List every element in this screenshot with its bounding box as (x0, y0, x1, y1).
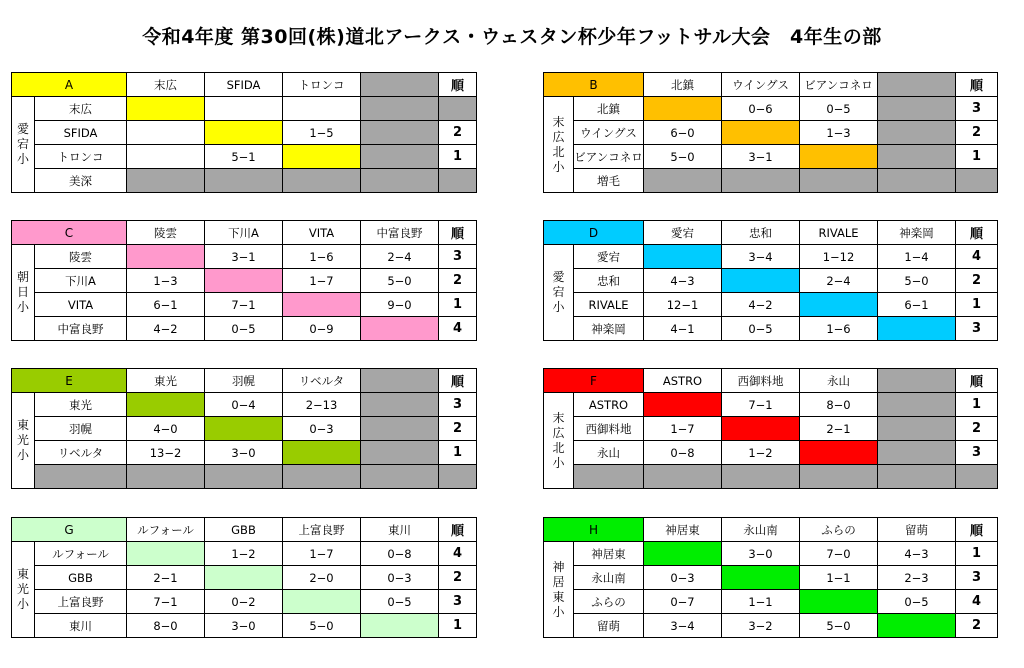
row-team-name: 忠和 (574, 269, 644, 293)
match-score: 5−0 (644, 145, 722, 169)
self-match-cell (205, 417, 283, 441)
row-team-name: 愛宕 (574, 245, 644, 269)
match-score: 3−1 (722, 145, 800, 169)
team-rank: 4 (439, 542, 477, 566)
team-row (544, 97, 998, 121)
match-score: 2−0 (283, 566, 361, 590)
team-row (12, 465, 477, 489)
team-rank (439, 465, 477, 489)
match-score: 7−0 (800, 542, 878, 566)
match-score: 1−7 (644, 417, 722, 441)
team-rank: 1 (956, 145, 998, 169)
match-score: 1−6 (800, 317, 878, 341)
team-rank: 1 (439, 441, 477, 465)
match-score (361, 121, 439, 145)
team-rank: 2 (956, 417, 998, 441)
column-team-name: 永山 (800, 369, 878, 393)
column-team-name: 上富良野 (283, 518, 361, 542)
venue-label: 末 広 北 小 (544, 97, 574, 193)
column-team-name: 永山南 (722, 518, 800, 542)
team-row (12, 566, 477, 590)
match-score: 1−3 (127, 269, 205, 293)
row-team-name: 末広 (35, 97, 127, 121)
match-score: 1−6 (283, 245, 361, 269)
rank-header: 順 (956, 369, 998, 393)
row-team-name: 神居東 (574, 542, 644, 566)
row-team-name (574, 465, 644, 489)
match-score: 7−1 (205, 293, 283, 317)
team-row (12, 293, 477, 317)
column-team-name: ふらの (800, 518, 878, 542)
team-rank: 3 (439, 590, 477, 614)
match-score: 0−5 (361, 590, 439, 614)
match-score (644, 465, 722, 489)
column-team-name: ウイングス (722, 73, 800, 97)
match-score: 0−3 (644, 566, 722, 590)
match-score (878, 97, 956, 121)
match-score: 0−3 (283, 417, 361, 441)
team-rank: 1 (439, 145, 477, 169)
team-row (544, 293, 998, 317)
match-score: 6−1 (127, 293, 205, 317)
self-match-cell (722, 566, 800, 590)
row-team-name: 西御料地 (574, 417, 644, 441)
venue-label: 朝 日 小 (12, 245, 35, 341)
team-row (12, 542, 477, 566)
row-team-name: リベルタ (35, 441, 127, 465)
team-row (544, 121, 998, 145)
team-rank: 2 (956, 269, 998, 293)
match-score: 5−0 (878, 269, 956, 293)
team-row (544, 542, 998, 566)
match-score: 3−2 (722, 614, 800, 638)
team-row (544, 245, 998, 269)
match-score: 0−5 (205, 317, 283, 341)
row-team-name: VITA (35, 293, 127, 317)
group-label: D (544, 221, 644, 245)
match-score (361, 169, 439, 193)
team-rank: 1 (956, 542, 998, 566)
column-team-name: 西御料地 (722, 369, 800, 393)
match-score: 3−0 (205, 441, 283, 465)
match-score: 0−8 (644, 441, 722, 465)
self-match-cell (800, 590, 878, 614)
column-team-name: 東川 (361, 518, 439, 542)
row-team-name: トロンコ (35, 145, 127, 169)
column-team-name: 忠和 (722, 221, 800, 245)
self-match-cell (722, 121, 800, 145)
match-score (800, 169, 878, 193)
venue-label: 神 居 東 小 (544, 542, 574, 638)
group-table-b (543, 72, 998, 193)
team-row (544, 145, 998, 169)
team-row (12, 441, 477, 465)
column-team-name: 留萌 (878, 518, 956, 542)
match-score: 13−2 (127, 441, 205, 465)
match-score: 5−0 (283, 614, 361, 638)
match-score: 3−4 (722, 245, 800, 269)
team-row (12, 245, 477, 269)
self-match-cell (878, 317, 956, 341)
team-rank: 2 (439, 121, 477, 145)
row-team-name (35, 465, 127, 489)
column-team-name (361, 73, 439, 97)
row-team-name: 下川A (35, 269, 127, 293)
match-score: 7−1 (722, 393, 800, 417)
match-score: 0−5 (878, 590, 956, 614)
column-team-name: 末広 (127, 73, 205, 97)
match-score: 3−1 (205, 245, 283, 269)
match-score: 0−2 (205, 590, 283, 614)
header-row (544, 518, 998, 542)
match-score (283, 97, 361, 121)
match-score: 5−1 (205, 145, 283, 169)
match-score: 1−3 (800, 121, 878, 145)
venue-label: 東 光 小 (12, 542, 35, 638)
match-score (361, 417, 439, 441)
row-team-name: ふらの (574, 590, 644, 614)
team-row (544, 441, 998, 465)
header-row (12, 221, 477, 245)
team-row (12, 417, 477, 441)
rank-header: 順 (956, 518, 998, 542)
team-row (544, 169, 998, 193)
self-match-cell (800, 293, 878, 317)
match-score: 0−4 (205, 393, 283, 417)
row-team-name: ビアンコネロ (574, 145, 644, 169)
team-rank: 2 (439, 269, 477, 293)
team-row (544, 393, 998, 417)
match-score: 2−4 (361, 245, 439, 269)
group-table-g (11, 517, 477, 638)
match-score (878, 121, 956, 145)
match-score: 1−7 (283, 542, 361, 566)
team-rank: 1 (956, 393, 998, 417)
header-row (544, 73, 998, 97)
row-team-name: 羽幌 (35, 417, 127, 441)
venue-label: 愛 宕 小 (544, 245, 574, 341)
match-score: 4−0 (127, 417, 205, 441)
team-rank: 2 (439, 566, 477, 590)
match-score: 7−1 (127, 590, 205, 614)
self-match-cell (283, 293, 361, 317)
row-team-name: 永山 (574, 441, 644, 465)
row-team-name: SFIDA (35, 121, 127, 145)
match-score: 4−2 (127, 317, 205, 341)
self-match-cell (127, 393, 205, 417)
self-match-cell (800, 145, 878, 169)
column-team-name: ルフォール (127, 518, 205, 542)
match-score: 0−9 (283, 317, 361, 341)
column-team-name: VITA (283, 221, 361, 245)
match-score: 5−0 (361, 269, 439, 293)
match-score: 4−2 (722, 293, 800, 317)
match-score (127, 145, 205, 169)
header-row (544, 221, 998, 245)
match-score: 1−1 (722, 590, 800, 614)
match-score (127, 121, 205, 145)
column-team-name (361, 369, 439, 393)
team-row (544, 317, 998, 341)
venue-label: 東 光 小 (12, 393, 35, 489)
column-team-name: 陵雲 (127, 221, 205, 245)
match-score: 4−1 (644, 317, 722, 341)
column-team-name: 北鎮 (644, 73, 722, 97)
group-label: C (12, 221, 127, 245)
self-match-cell (361, 614, 439, 638)
match-score: 0−5 (800, 97, 878, 121)
match-score: 4−3 (878, 542, 956, 566)
row-team-name: ウイングス (574, 121, 644, 145)
team-row (12, 317, 477, 341)
column-team-name: 東光 (127, 369, 205, 393)
column-team-name: ASTRO (644, 369, 722, 393)
team-row (544, 566, 998, 590)
rank-header: 順 (439, 518, 477, 542)
team-rank: 1 (439, 293, 477, 317)
match-score (878, 169, 956, 193)
row-team-name: 北鎮 (574, 97, 644, 121)
match-score (878, 441, 956, 465)
match-score: 2−13 (283, 393, 361, 417)
group-label: G (12, 518, 127, 542)
team-rank (956, 169, 998, 193)
row-team-name: ASTRO (574, 393, 644, 417)
group-table-e (11, 368, 477, 489)
row-team-name: 留萌 (574, 614, 644, 638)
header-row (544, 369, 998, 393)
row-team-name: GBB (35, 566, 127, 590)
team-rank: 4 (956, 245, 998, 269)
group-table-d (543, 220, 998, 341)
team-rank: 3 (439, 393, 477, 417)
column-team-name: 神楽岡 (878, 221, 956, 245)
column-team-name: トロンコ (283, 73, 361, 97)
team-rank: 3 (956, 441, 998, 465)
match-score (800, 465, 878, 489)
group-label: F (544, 369, 644, 393)
match-score (205, 97, 283, 121)
match-score (127, 169, 205, 193)
header-row (12, 369, 477, 393)
team-rank (439, 169, 477, 193)
match-score: 4−3 (644, 269, 722, 293)
match-score (878, 145, 956, 169)
match-score: 1−5 (283, 121, 361, 145)
rank-header: 順 (956, 221, 998, 245)
match-score (283, 465, 361, 489)
match-score: 8−0 (127, 614, 205, 638)
match-score (878, 465, 956, 489)
team-row (12, 97, 477, 121)
team-rank: 3 (956, 97, 998, 121)
rank-header: 順 (439, 73, 477, 97)
team-row (12, 614, 477, 638)
match-score (644, 169, 722, 193)
team-rank: 2 (439, 417, 477, 441)
row-team-name: 神楽岡 (574, 317, 644, 341)
row-team-name: 増毛 (574, 169, 644, 193)
row-team-name: 陵雲 (35, 245, 127, 269)
self-match-cell (127, 245, 205, 269)
column-team-name: 羽幌 (205, 369, 283, 393)
team-rank: 4 (439, 317, 477, 341)
group-label: B (544, 73, 644, 97)
team-rank: 2 (956, 121, 998, 145)
self-match-cell (283, 145, 361, 169)
self-match-cell (205, 269, 283, 293)
match-score (361, 393, 439, 417)
team-rank: 2 (956, 614, 998, 638)
match-score (878, 417, 956, 441)
team-row (544, 590, 998, 614)
team-row (12, 393, 477, 417)
team-rank: 3 (956, 566, 998, 590)
column-team-name: GBB (205, 518, 283, 542)
match-score: 0−8 (361, 542, 439, 566)
match-score: 1−2 (722, 441, 800, 465)
team-row (544, 269, 998, 293)
self-match-cell (722, 269, 800, 293)
column-team-name (878, 369, 956, 393)
match-score: 2−4 (800, 269, 878, 293)
team-row (12, 169, 477, 193)
row-team-name: RIVALE (574, 293, 644, 317)
self-match-cell (722, 417, 800, 441)
self-match-cell (127, 542, 205, 566)
team-rank (956, 465, 998, 489)
row-team-name: 美深 (35, 169, 127, 193)
self-match-cell (283, 441, 361, 465)
row-team-name: ルフォール (35, 542, 127, 566)
team-rank: 4 (956, 590, 998, 614)
column-team-name: 神居東 (644, 518, 722, 542)
group-table-c (11, 220, 477, 341)
match-score: 3−0 (205, 614, 283, 638)
match-score: 6−0 (644, 121, 722, 145)
match-score: 0−7 (644, 590, 722, 614)
team-rank: 3 (439, 245, 477, 269)
header-row (12, 518, 477, 542)
self-match-cell (205, 121, 283, 145)
match-score (361, 145, 439, 169)
column-team-name: ビアンコネロ (800, 73, 878, 97)
column-team-name: SFIDA (205, 73, 283, 97)
match-score: 5−0 (800, 614, 878, 638)
rank-header: 順 (439, 221, 477, 245)
row-team-name: 東川 (35, 614, 127, 638)
match-score (722, 465, 800, 489)
match-score: 8−0 (800, 393, 878, 417)
group-label: A (12, 73, 127, 97)
group-table-a (11, 72, 477, 193)
match-score: 12−1 (644, 293, 722, 317)
team-rank: 3 (956, 317, 998, 341)
venue-label: 末 広 北 小 (544, 393, 574, 489)
team-rank (439, 97, 477, 121)
team-row (544, 417, 998, 441)
self-match-cell (800, 441, 878, 465)
column-team-name: 中富良野 (361, 221, 439, 245)
self-match-cell (878, 614, 956, 638)
column-team-name (878, 73, 956, 97)
match-score (361, 97, 439, 121)
self-match-cell (283, 590, 361, 614)
row-team-name: 中富良野 (35, 317, 127, 341)
match-score: 1−4 (878, 245, 956, 269)
match-score: 2−1 (127, 566, 205, 590)
column-team-name: 下川A (205, 221, 283, 245)
self-match-cell (644, 97, 722, 121)
match-score: 9−0 (361, 293, 439, 317)
rank-header: 順 (439, 369, 477, 393)
team-row (12, 145, 477, 169)
page-title: 令和4年度 第30回(株)道北アークス・ウェスタン杯少年フットサル大会 4年生の部 (142, 26, 882, 48)
group-table-h (543, 517, 998, 638)
group-table-f (543, 368, 998, 489)
team-row (544, 614, 998, 638)
team-row (12, 269, 477, 293)
column-team-name: リベルタ (283, 369, 361, 393)
match-score (361, 465, 439, 489)
self-match-cell (644, 393, 722, 417)
column-team-name: RIVALE (800, 221, 878, 245)
match-score (878, 393, 956, 417)
self-match-cell (127, 97, 205, 121)
match-score: 0−5 (722, 317, 800, 341)
team-row (12, 590, 477, 614)
match-score (283, 169, 361, 193)
row-team-name: 永山南 (574, 566, 644, 590)
match-score: 2−1 (800, 417, 878, 441)
team-rank: 1 (956, 293, 998, 317)
group-label: H (544, 518, 644, 542)
self-match-cell (644, 245, 722, 269)
team-row (544, 465, 998, 489)
venue-label: 愛 宕 小 (12, 97, 35, 193)
group-label: E (12, 369, 127, 393)
column-team-name: 愛宕 (644, 221, 722, 245)
match-score: 1−7 (283, 269, 361, 293)
match-score: 6−1 (878, 293, 956, 317)
self-match-cell (644, 542, 722, 566)
match-score (205, 169, 283, 193)
team-row (12, 121, 477, 145)
match-score: 0−3 (361, 566, 439, 590)
match-score: 3−4 (644, 614, 722, 638)
match-score: 3−0 (722, 542, 800, 566)
team-rank: 1 (439, 614, 477, 638)
match-score (205, 465, 283, 489)
self-match-cell (361, 317, 439, 341)
match-score: 1−2 (205, 542, 283, 566)
rank-header: 順 (956, 73, 998, 97)
match-score (722, 169, 800, 193)
row-team-name: 上富良野 (35, 590, 127, 614)
row-team-name: 東光 (35, 393, 127, 417)
match-score: 1−12 (800, 245, 878, 269)
match-score (361, 441, 439, 465)
self-match-cell (205, 566, 283, 590)
header-row (12, 73, 477, 97)
match-score: 2−3 (878, 566, 956, 590)
match-score: 0−6 (722, 97, 800, 121)
match-score (127, 465, 205, 489)
match-score: 1−1 (800, 566, 878, 590)
